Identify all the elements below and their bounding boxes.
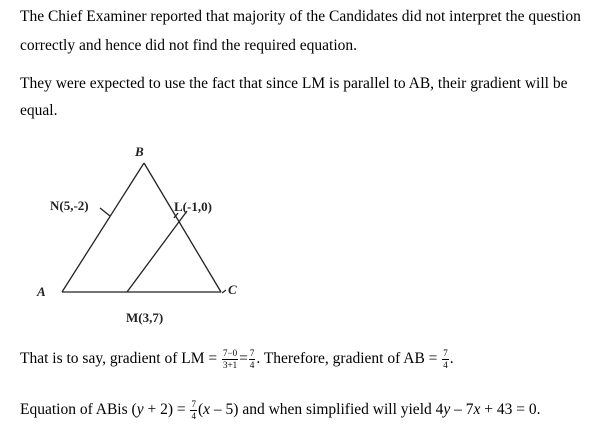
leader-c [222,290,226,293]
label-b: B [135,144,144,159]
fraction-denominator: 4 [191,411,196,421]
var-y: y [443,401,451,419]
eq1-suffix: . [449,350,454,368]
fraction-numerator: 7 [191,399,196,409]
eq2-minus5: – 5) and when simplified will yield 4 [210,401,444,419]
eq1-prefix: That is to say, gradient of LM = [20,350,218,368]
paragraph-2-line-2: equal. [20,102,58,119]
segment-lm [127,211,187,292]
fraction-ab-gradient [442,349,449,370]
var-x: x [473,401,481,419]
paren-open: ( [197,401,204,419]
fraction-numerator: 7 [443,348,448,358]
eq1-middle: . Therefore, gradient of AB = [256,350,438,368]
side-bc [144,163,221,292]
eq2-minus7: – 7 [450,401,474,419]
label-m: M(3,7) [126,310,164,325]
paragraph-2-line-1: They were expected to use the fact that since LM is parallel to AB, their gradient will be [20,75,568,92]
fraction-seven-fourths [249,349,256,370]
fraction-lm-gradient [222,349,238,370]
var-x: x [203,401,211,419]
eq2-plus2: + 2) = [143,401,186,419]
fraction-numerator: 7−0 [223,348,238,358]
equals-sign: = [239,350,248,368]
eq2-tail: + 43 = 0. [480,401,541,419]
equation-gradient-line [20,349,454,370]
fraction-numerator: 7 [249,348,255,358]
var-y: y [136,401,144,419]
equation-ab-line [20,400,541,421]
fraction-denominator: 3+1 [223,360,238,370]
label-c: C [228,282,237,297]
label-a: A [37,284,46,299]
triangle-figure [20,138,250,330]
side-ab [62,163,144,292]
eq2-prefix: Equation of ABis ( [20,401,137,419]
fraction-denominator: 4 [443,360,448,370]
paragraph-1-line-1: The Chief Examiner reported that majority of the Candidates did not interpret the question [20,8,581,25]
leader-n [100,208,110,216]
paragraph-1-line-2: correctly and hence did not find the required equation. [20,37,357,54]
fraction-seven-fourths [190,400,197,421]
label-l: L(-1,0) [174,199,212,214]
label-n: N(5,-2) [50,198,89,213]
fraction-denominator: 4 [249,360,255,370]
